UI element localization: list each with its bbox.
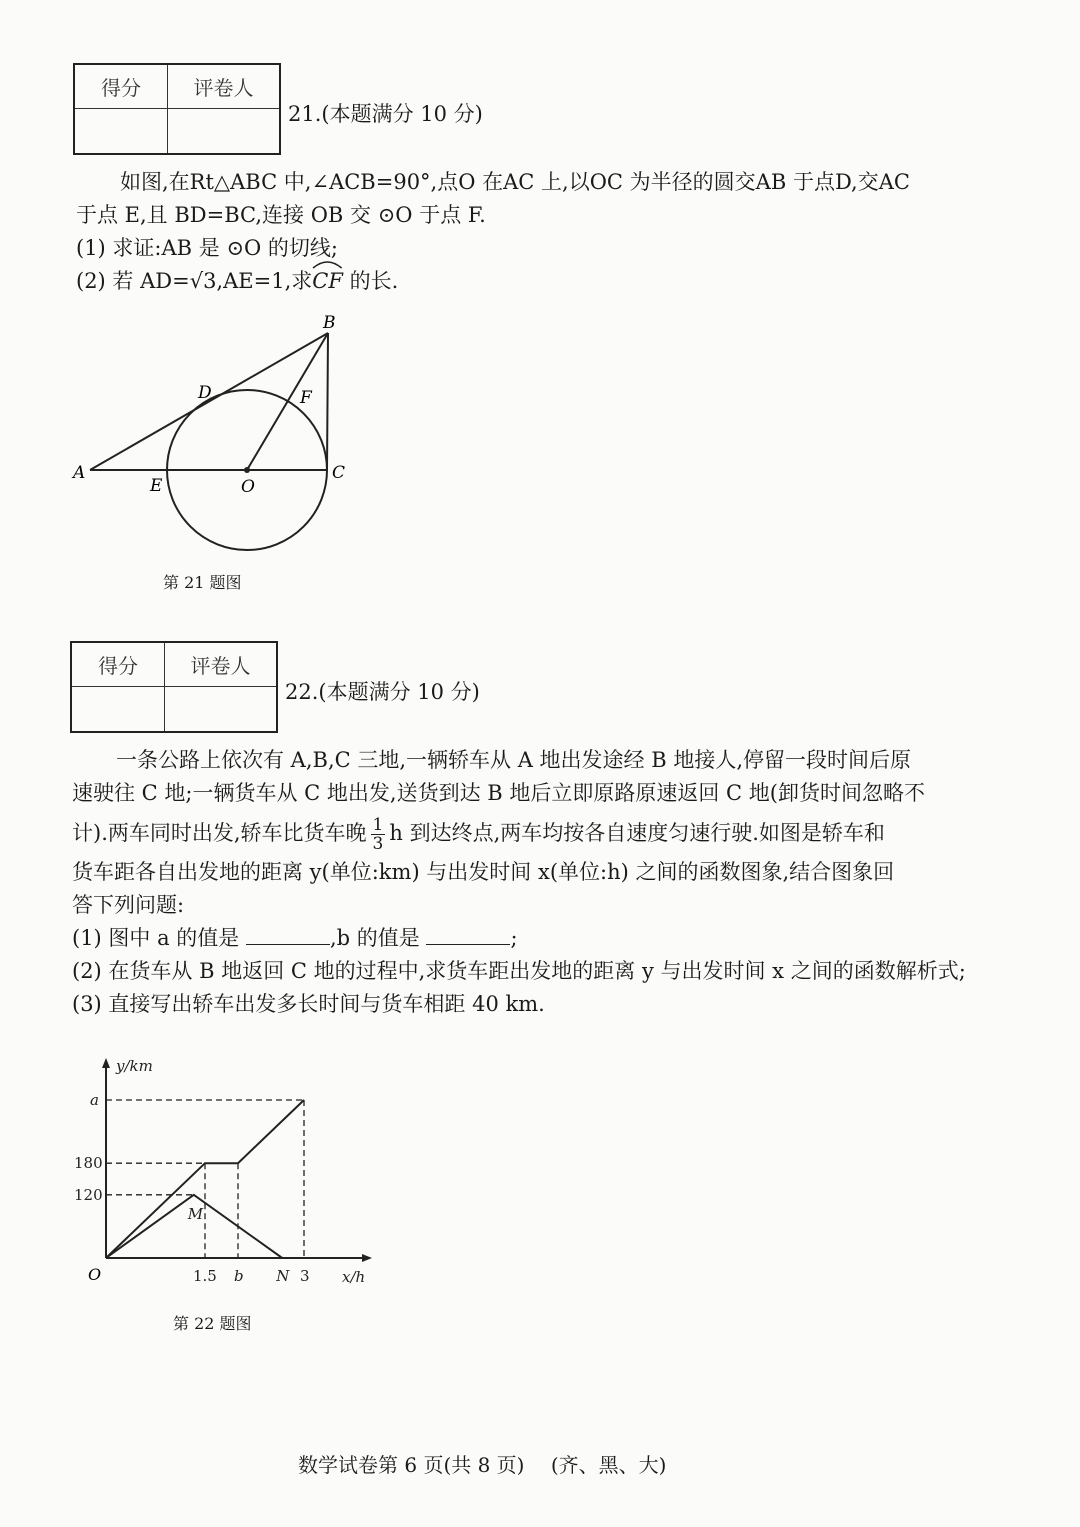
score-label: 得分 — [74, 64, 168, 108]
grader-label: 评卷人 — [168, 64, 281, 108]
q22-text — [72, 744, 966, 1021]
q21-line4 — [76, 265, 910, 298]
x-tick-label: 1.5 — [193, 1267, 217, 1285]
q22-line3 — [72, 810, 966, 856]
q21-line3: (1) 求证:AB 是 ⊙O 的切线; — [76, 236, 339, 260]
label-c: C — [332, 463, 346, 483]
footer-page-info: 数学试卷第 6 页(共 8 页) — [298, 1453, 525, 1477]
center-dot — [244, 467, 250, 473]
page-footer — [298, 1449, 666, 1478]
x-tick-label: b — [234, 1267, 244, 1285]
frac-numerator: 1 — [372, 815, 384, 835]
y-axis-arrow — [102, 1058, 110, 1068]
label-a: A — [73, 463, 86, 483]
label-e: E — [150, 476, 163, 496]
q22-q2: (2) 在货车从 B 地返回 C 地的过程中,求货车距出发地的距离 y 与出发时间 x 之间的函数解析式; — [72, 959, 966, 983]
q1-mid: ,b 的值是 — [329, 926, 427, 950]
q22-line1: 一条公路上依次有 A,B,C 三地,一辆轿车从 A 地出发途经 B 地接人,停留一段时间后原 — [116, 748, 912, 772]
answer-blank-a[interactable] — [246, 926, 330, 945]
q21-caption: 第 21 题图 — [163, 573, 242, 592]
q22-chart — [60, 1050, 390, 1290]
fraction-one-third — [371, 816, 386, 853]
y-tick-label: 180 — [74, 1154, 103, 1173]
segment-bc — [327, 333, 328, 470]
x-tick-label: N — [276, 1267, 290, 1285]
frac-denominator: 3 — [372, 834, 384, 854]
score-input-cell[interactable] — [74, 108, 168, 154]
y-tick-label: a — [90, 1090, 99, 1109]
q21-line1: 如图,在Rt△ABC 中,∠ACB=90°,点O 在AC 上,以OC 为半径的圆交AB 于点D,交AC — [120, 170, 910, 194]
y-axis-label: y/km — [116, 1057, 153, 1075]
q22-line4: 货车距各自出发地的距离 y(单位:km) 与出发时间 x(单位:h) 之间的函数图象,结合图象回 — [72, 860, 895, 884]
q1-post: ; — [510, 926, 518, 950]
footer-region: (齐、黑、大) — [550, 1453, 667, 1477]
x-axis-label: x/h — [342, 1268, 366, 1286]
q21-text — [76, 166, 910, 298]
score-input-cell[interactable] — [71, 686, 165, 732]
q22-q1 — [72, 922, 966, 955]
score-box-22 — [70, 641, 278, 733]
x-axis-arrow — [362, 1254, 372, 1262]
x-tick-label: 3 — [300, 1267, 310, 1285]
q22-line2: 速驶往 C 地;一辆货车从 C 地出发,送货到达 B 地后立即原路原速返回 C 地(卸货时间忽略不 — [72, 781, 925, 805]
y-tick-label: 120 — [74, 1185, 103, 1204]
arc-cf: CF — [312, 265, 343, 298]
label-f: F — [300, 388, 312, 408]
label-o: O — [241, 477, 255, 497]
q21-line4-pre: (2) 若 AD=√3,AE=1,求 — [76, 269, 313, 293]
q22-q3: (3) 直接写出轿车出发多长时间与货车相距 40 km. — [72, 992, 545, 1016]
answer-blank-b[interactable] — [426, 926, 510, 945]
q21-line4-post: 的长. — [342, 269, 399, 293]
score-box-21 — [73, 63, 281, 155]
q22-line3-post: h 到达终点,两车均按各自速度匀速行驶.如图是轿车和 — [389, 821, 885, 845]
q22-caption: 第 22 题图 — [173, 1314, 252, 1333]
grader-input-cell[interactable] — [168, 108, 281, 154]
q22-line3-pre: 计).两车同时出发,轿车比货车晚 — [72, 821, 367, 845]
point-label-m: M — [187, 1204, 204, 1223]
q22-line5: 答下列问题: — [72, 893, 185, 917]
arc-mark — [312, 259, 343, 269]
grader-label: 评卷人 — [165, 642, 278, 686]
q1-pre: (1) 图中 a 的值是 — [72, 926, 246, 950]
grader-input-cell[interactable] — [165, 686, 278, 732]
q21-header: 21.(本题满分 10 分) — [288, 102, 483, 126]
score-label: 得分 — [71, 642, 165, 686]
label-d: D — [198, 383, 212, 403]
q21-figure — [60, 305, 380, 565]
label-b: B — [323, 313, 336, 333]
origin-label: O — [88, 1265, 102, 1284]
q22-header: 22.(本题满分 10 分) — [285, 680, 480, 704]
segment-ob — [247, 333, 328, 470]
q21-line2: 于点 E,且 BD=BC,连接 OB 交 ⊙O 于点 F. — [76, 203, 486, 227]
